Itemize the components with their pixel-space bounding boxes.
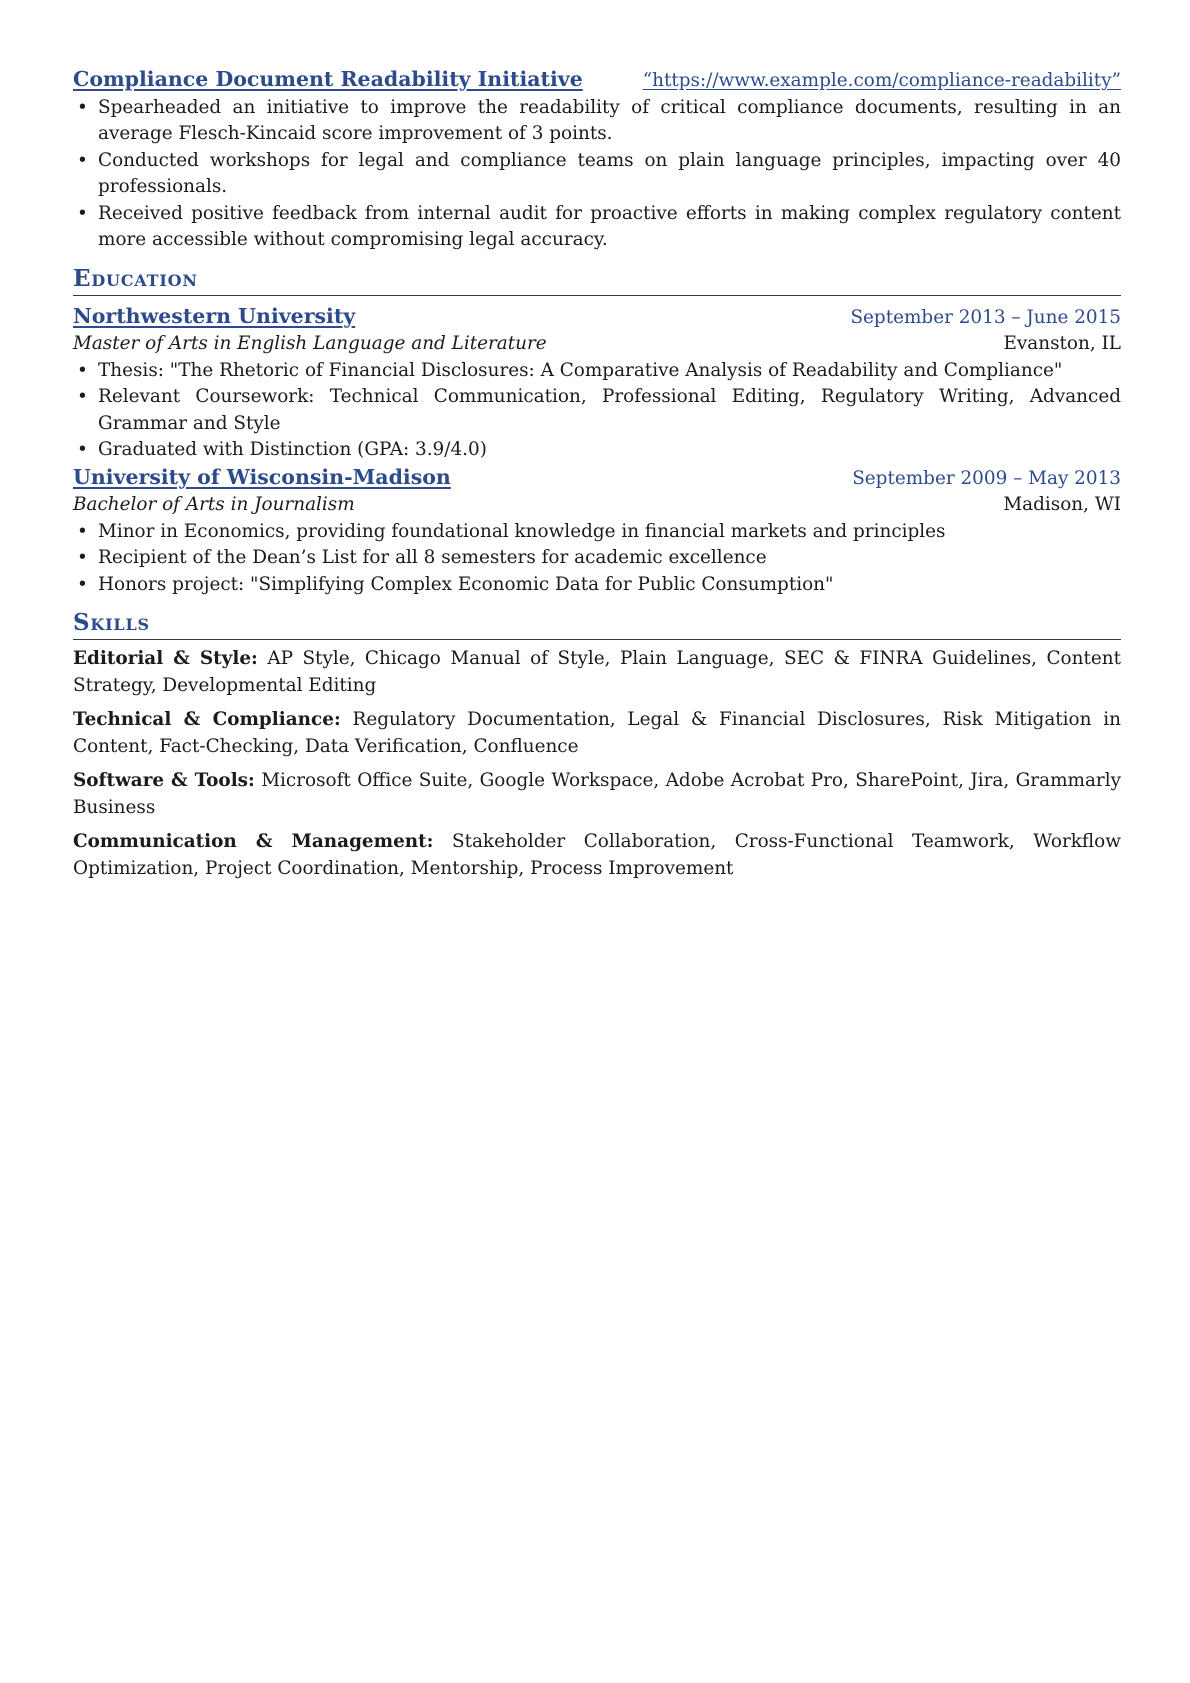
skills-list [73,646,1121,882]
project-header [73,66,1121,95]
list-item: • Honors project: "Simplifying Complex Economic Data for Public Consumption" [73,572,1121,599]
degree-name: Bachelor of Arts in Journalism [73,494,355,515]
skill-value: Stakeholder Collaboration, Cross-Functional Teamwork, Workflow Optimization, Project Coordination, Mentorship, Process Improvement [73,831,1121,879]
skill-label: Communication & Management: [73,831,434,852]
degree-name: Master of Arts in English Language and Literature [73,333,547,354]
skill-row-software [73,768,1121,821]
education-section-heading [73,266,1121,296]
section-title: Skills [73,609,150,636]
school-name-link[interactable]: Northwestern University [73,303,356,328]
education-entry-subheader [73,492,1121,519]
list-item: • Received positive feedback from internal audit for proactive efforts in making complex regulatory content more accessible without compromising legal accuracy. [73,201,1121,254]
project-url-link[interactable]: “https://www.example.com/compliance-readability” [642,70,1121,91]
list-item: • Recipient of the Dean’s List for all 8 semesters for academic excellence [73,545,1121,572]
skill-label: Technical & Compliance: [73,709,341,730]
section-title: Education [73,264,198,292]
skill-row-communication [73,829,1121,882]
skills-section-heading [73,610,1121,640]
education-bullet-list [73,519,1121,599]
resume-content [73,66,1121,882]
list-item: • Spearheaded an initiative to improve the readability of critical compliance documents, resulting in an average Flesch-Kincaid score improvement of 3 points. [73,95,1121,148]
list-item: • Graduated with Distinction (GPA: 3.9/4.0) [73,437,1121,464]
education-bullet-list [73,358,1121,464]
list-item: • Conducted workshops for legal and compliance teams on plain language principles, impacting over 40 professionals. [73,148,1121,201]
education-entry-header [73,464,1121,493]
education-location: Evanston, IL [1003,333,1121,354]
project-title-link[interactable]: Compliance Document Readability Initiative [73,67,583,91]
skill-value: AP Style, Chicago Manual of Style, Plain Language, SEC & FINRA Guidelines, Content Strategy, Developmental Editing [73,648,1121,696]
education-entry-northwestern [73,303,1121,464]
list-item: • Relevant Coursework: Technical Communication, Professional Editing, Regulatory Writing, Advanced Grammar and Style [73,384,1121,437]
education-location: Madison, WI [1003,494,1121,515]
education-entry-subheader [73,331,1121,358]
education-entry-wisconsin [73,464,1121,599]
skill-value: Regulatory Documentation, Legal & Financial Disclosures, Risk Mitigation in Content, Fact-Checking, Data Verification, Confluence [73,709,1121,757]
skill-label: Software & Tools: [73,770,255,791]
list-item: • Thesis: "The Rhetoric of Financial Disclosures: A Comparative Analysis of Readability and Compliance" [73,358,1121,385]
education-dates: September 2009 – May 2013 [852,467,1121,489]
skill-row-editorial [73,646,1121,699]
skill-row-technical [73,707,1121,760]
school-name-link[interactable]: University of Wisconsin-Madison [73,464,451,489]
education-dates: September 2013 – June 2015 [850,306,1121,328]
education-entry-header [73,303,1121,332]
list-item: • Minor in Economics, providing foundational knowledge in financial markets and principles [73,519,1121,546]
project-bullet-list [73,95,1121,254]
skill-label: Editorial & Style: [73,648,258,669]
skill-value: Microsoft Office Suite, Google Workspace, Adobe Acrobat Pro, SharePoint, Jira, Grammarly Business [73,770,1121,818]
